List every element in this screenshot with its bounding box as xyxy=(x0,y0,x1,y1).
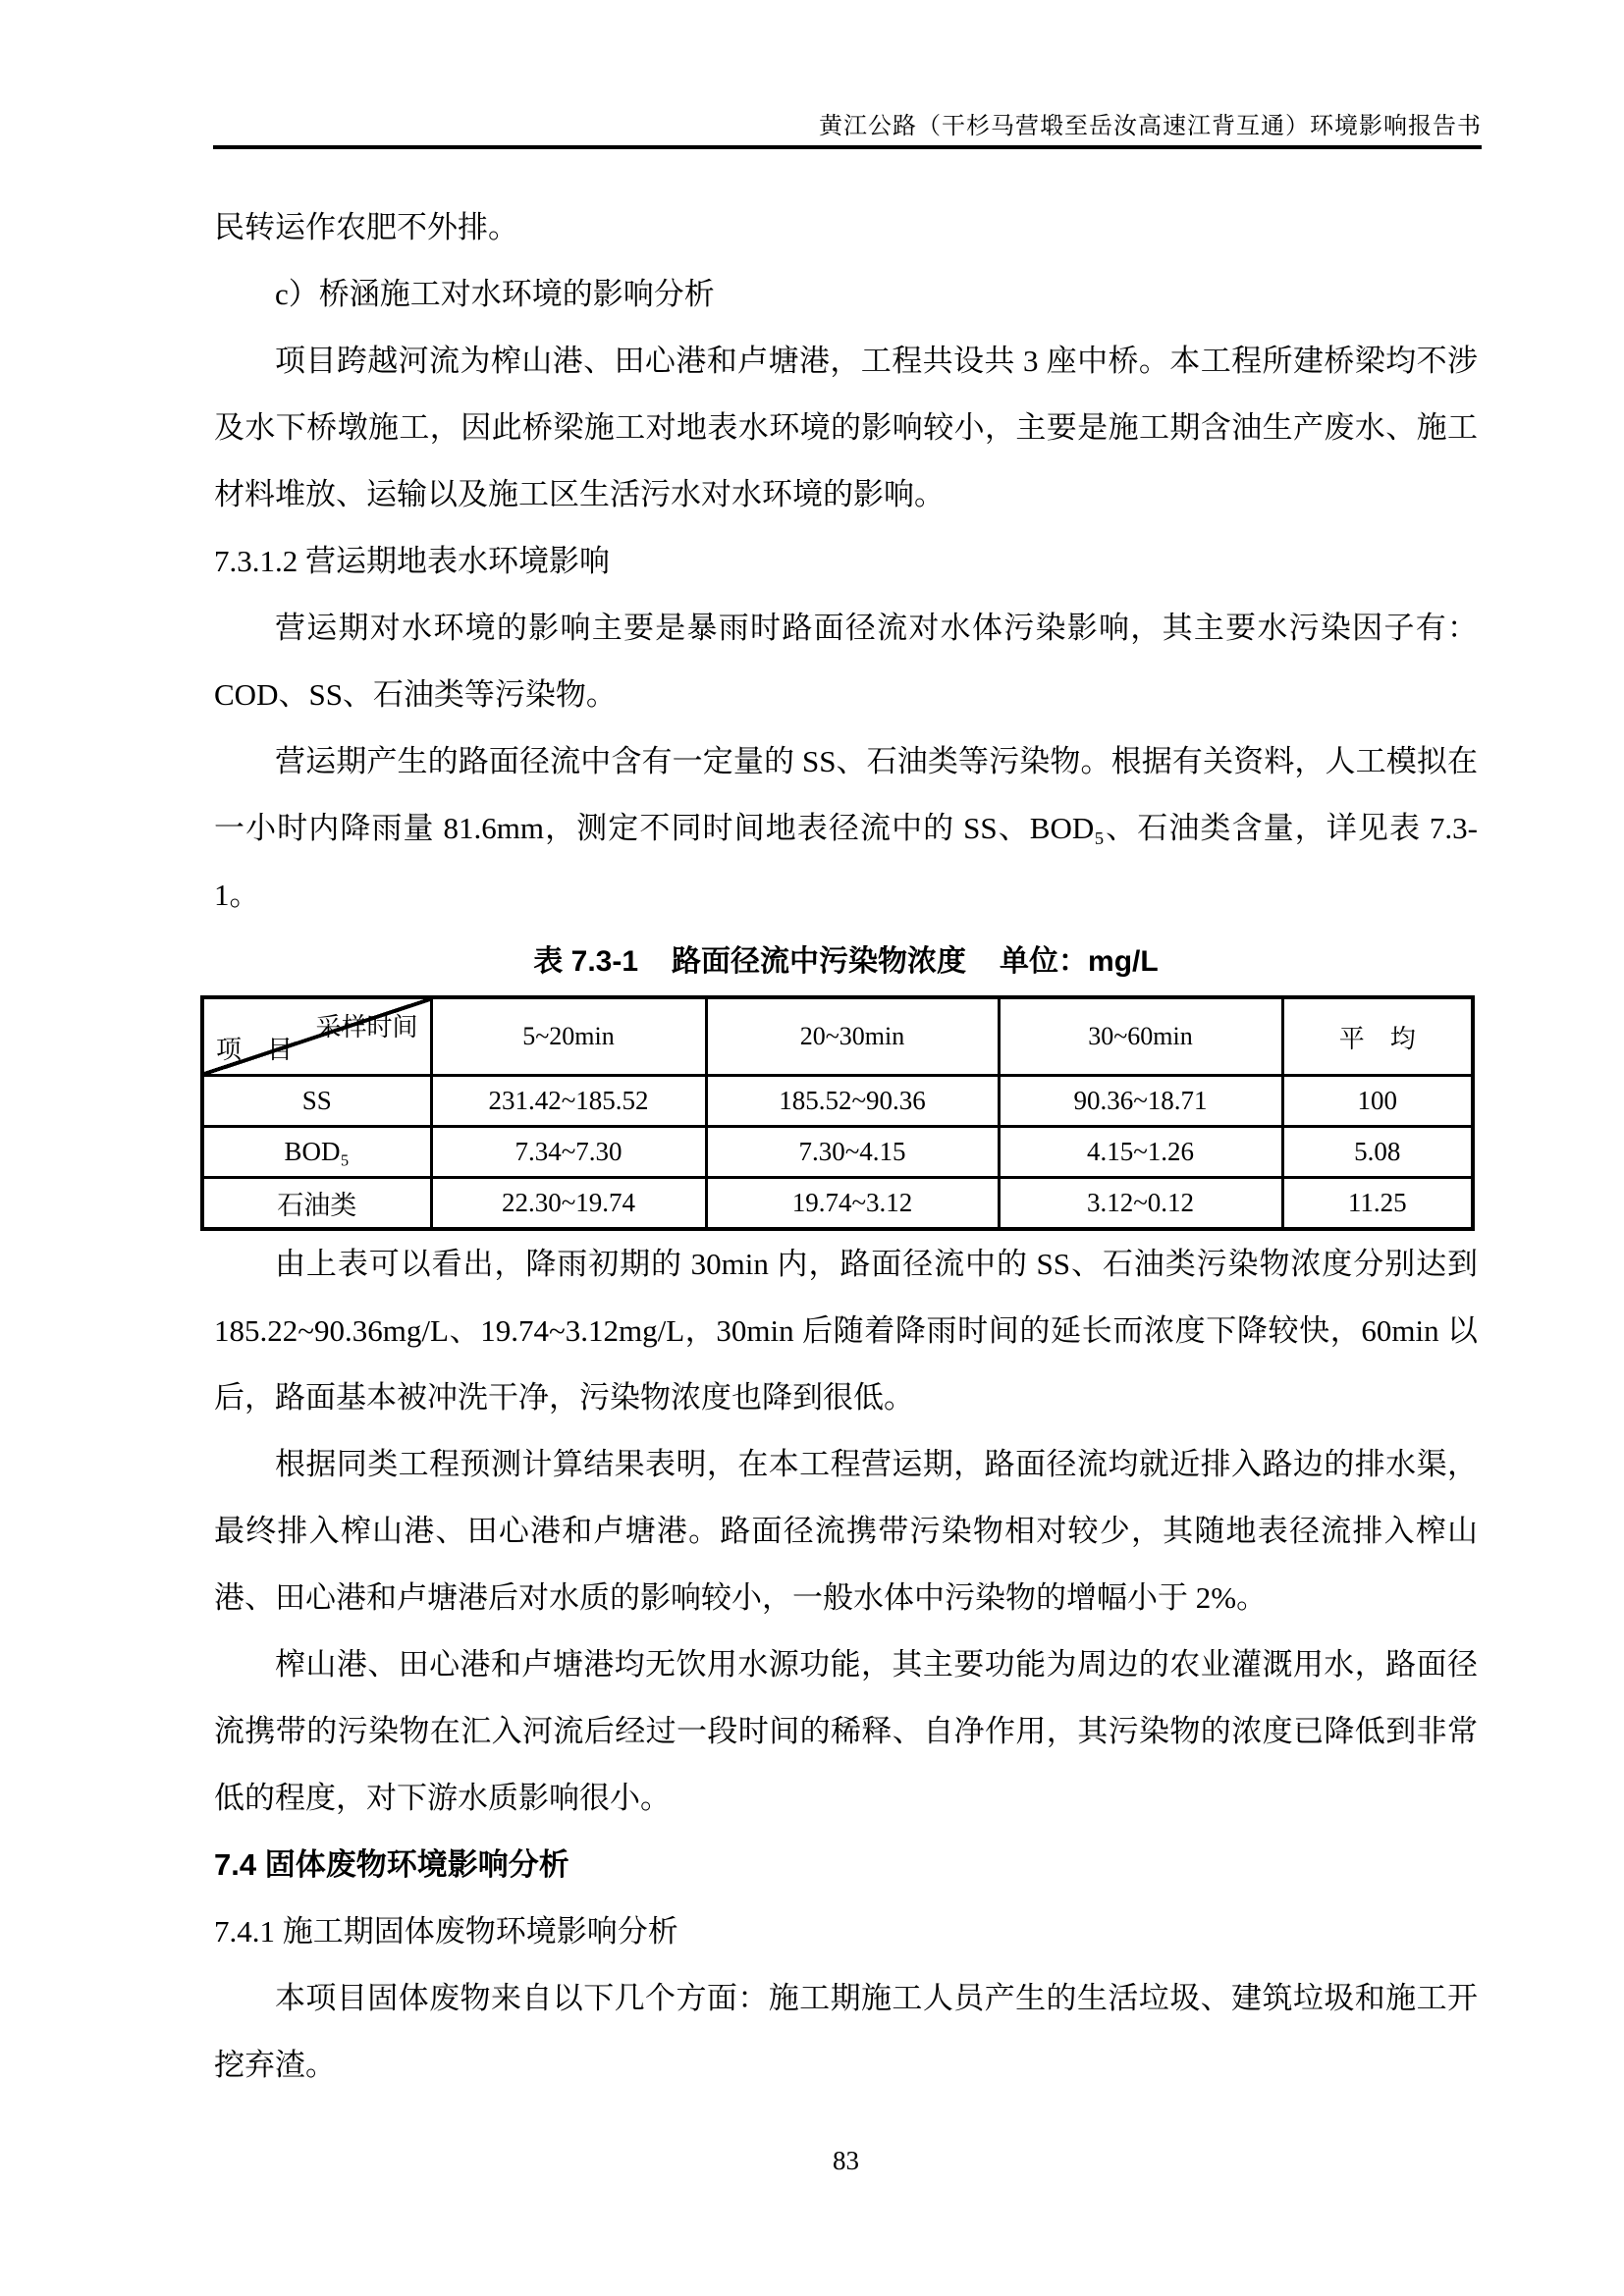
table-row-ss xyxy=(202,1076,1473,1127)
paragraph-river-function: 榨山港、田心港和卢塘港均无饮用水源功能，其主要功能为周边的农业灌溉用水，路面径流携带的污染物在汇入河流后经过一段时间的稀释、自净作用，其污染物的浓度已降低到非常低的程度，对下游水质影响很小。 xyxy=(214,1647,1478,1815)
paragraph-rain-simulation: 营运期产生的路面径流中含有一定量的 SS、石油类等污染物。根据有关资料，人工模拟在一小时内降雨量 81.6mm，测定不同时间地表径流中的 SS、BOD₅、石油类含量，详见表 7.3-1。 xyxy=(214,744,1478,912)
column-header-5-20min: 5~20min xyxy=(431,997,706,1076)
row-label: BOD₅ xyxy=(202,1127,431,1178)
page-number: 83 xyxy=(833,2146,859,2175)
running-header-title: 黄江公路（干杉马营塅至岳汝高速江背互通）环境影响报告书 xyxy=(819,114,1482,139)
cell-value: 3.12~0.12 xyxy=(999,1178,1282,1230)
paragraph-continuation: 民转运作农肥不外排。 xyxy=(214,210,518,244)
paragraph-solid-waste: 本项目固体废物来自以下几个方面：施工期施工人员产生的生活垃圾、建筑垃圾和施工开挖弃渣。 xyxy=(214,1981,1478,2082)
corner-label-sampling-time: 采样时间 xyxy=(315,1013,418,1041)
corner-label-item: 项 目 xyxy=(216,1036,294,1064)
cell-value: 100 xyxy=(1282,1076,1473,1127)
table-title xyxy=(214,929,1478,995)
cell-value: 185.52~90.36 xyxy=(706,1076,999,1127)
paragraph-runoff-factors: 营运期对水环境的影响主要是暴雨时路面径流对水体污染影响，其主要水污染因子有：COD、SS、石油类等污染物。 xyxy=(214,611,1478,712)
section-7-3-1-2-heading: 7.3.1.2 营运期地表水环境影响 xyxy=(214,544,610,578)
row-label: 石油类 xyxy=(202,1178,431,1230)
item-c-heading: c）桥涵施工对水环境的影响分析 xyxy=(275,277,715,311)
paragraph-prediction: 根据同类工程预测计算结果表明，在本工程营运期，路面径流均就近排入路边的排水渠，最终排入榨山港、田心港和卢塘港。路面径流携带污染物相对较少，其随地表径流排入榨山港、田心港和卢塘港后对水质的影响较小，一般水体中污染物的增幅小于 2%。 xyxy=(214,1447,1478,1615)
cell-value: 7.30~4.15 xyxy=(706,1127,999,1178)
pollutant-concentration-table xyxy=(200,995,1475,1231)
table-row-petroleum xyxy=(202,1178,1473,1230)
page-footer xyxy=(214,2146,1478,2176)
column-header-average: 平 均 xyxy=(1282,997,1473,1076)
section-7-4-heading: 7.4 固体废物环境影响分析 xyxy=(214,1847,569,1882)
table-corner-cell xyxy=(202,997,431,1076)
row-label: SS xyxy=(202,1076,431,1127)
table-row-bod5 xyxy=(202,1127,1473,1178)
section-7-4-1-heading: 7.4.1 施工期固体废物环境影响分析 xyxy=(214,1914,678,1949)
cell-value: 231.42~185.52 xyxy=(431,1076,706,1127)
table-number: 表 7.3-1 xyxy=(533,945,639,978)
column-header-20-30min: 20~30min xyxy=(706,997,999,1076)
paragraph-bridge-construction: 项目跨越河流为榨山港、田心港和卢塘港，工程共设共 3 座中桥。本工程所建桥梁均不涉及水下桥墩施工，因此桥梁施工对地表水环境的影响较小，主要是施工期含油生产废水、施工材料堆放、运输以及施工区生活污水对水环境的影响。 xyxy=(214,344,1478,511)
paragraph-table-analysis: 由上表可以看出，降雨初期的 30min 内，路面径流中的 SS、石油类污染物浓度分别达到 185.22~90.36mg/L、19.74~3.12mg/L，30min 后随着降雨时间的延长而浓度下降较快，60min 以后，路面基本被冲洗干净，污染物浓度也降到很低。 xyxy=(214,1247,1478,1415)
column-header-30-60min: 30~60min xyxy=(999,997,1282,1076)
cell-value: 90.36~18.71 xyxy=(999,1076,1282,1127)
document-content xyxy=(214,194,1478,2099)
cell-value: 5.08 xyxy=(1282,1127,1473,1178)
table-unit: 单位：mg/L xyxy=(1000,945,1159,978)
cell-value: 22.30~19.74 xyxy=(431,1178,706,1230)
cell-value: 11.25 xyxy=(1282,1178,1473,1230)
cell-value: 19.74~3.12 xyxy=(706,1178,999,1230)
cell-value: 7.34~7.30 xyxy=(431,1127,706,1178)
cell-value: 4.15~1.26 xyxy=(999,1127,1282,1178)
table-header-row xyxy=(202,997,1473,1076)
header-rule xyxy=(213,145,1482,149)
table-caption: 路面径流中污染物浓度 xyxy=(672,945,967,978)
running-header xyxy=(213,106,1482,140)
